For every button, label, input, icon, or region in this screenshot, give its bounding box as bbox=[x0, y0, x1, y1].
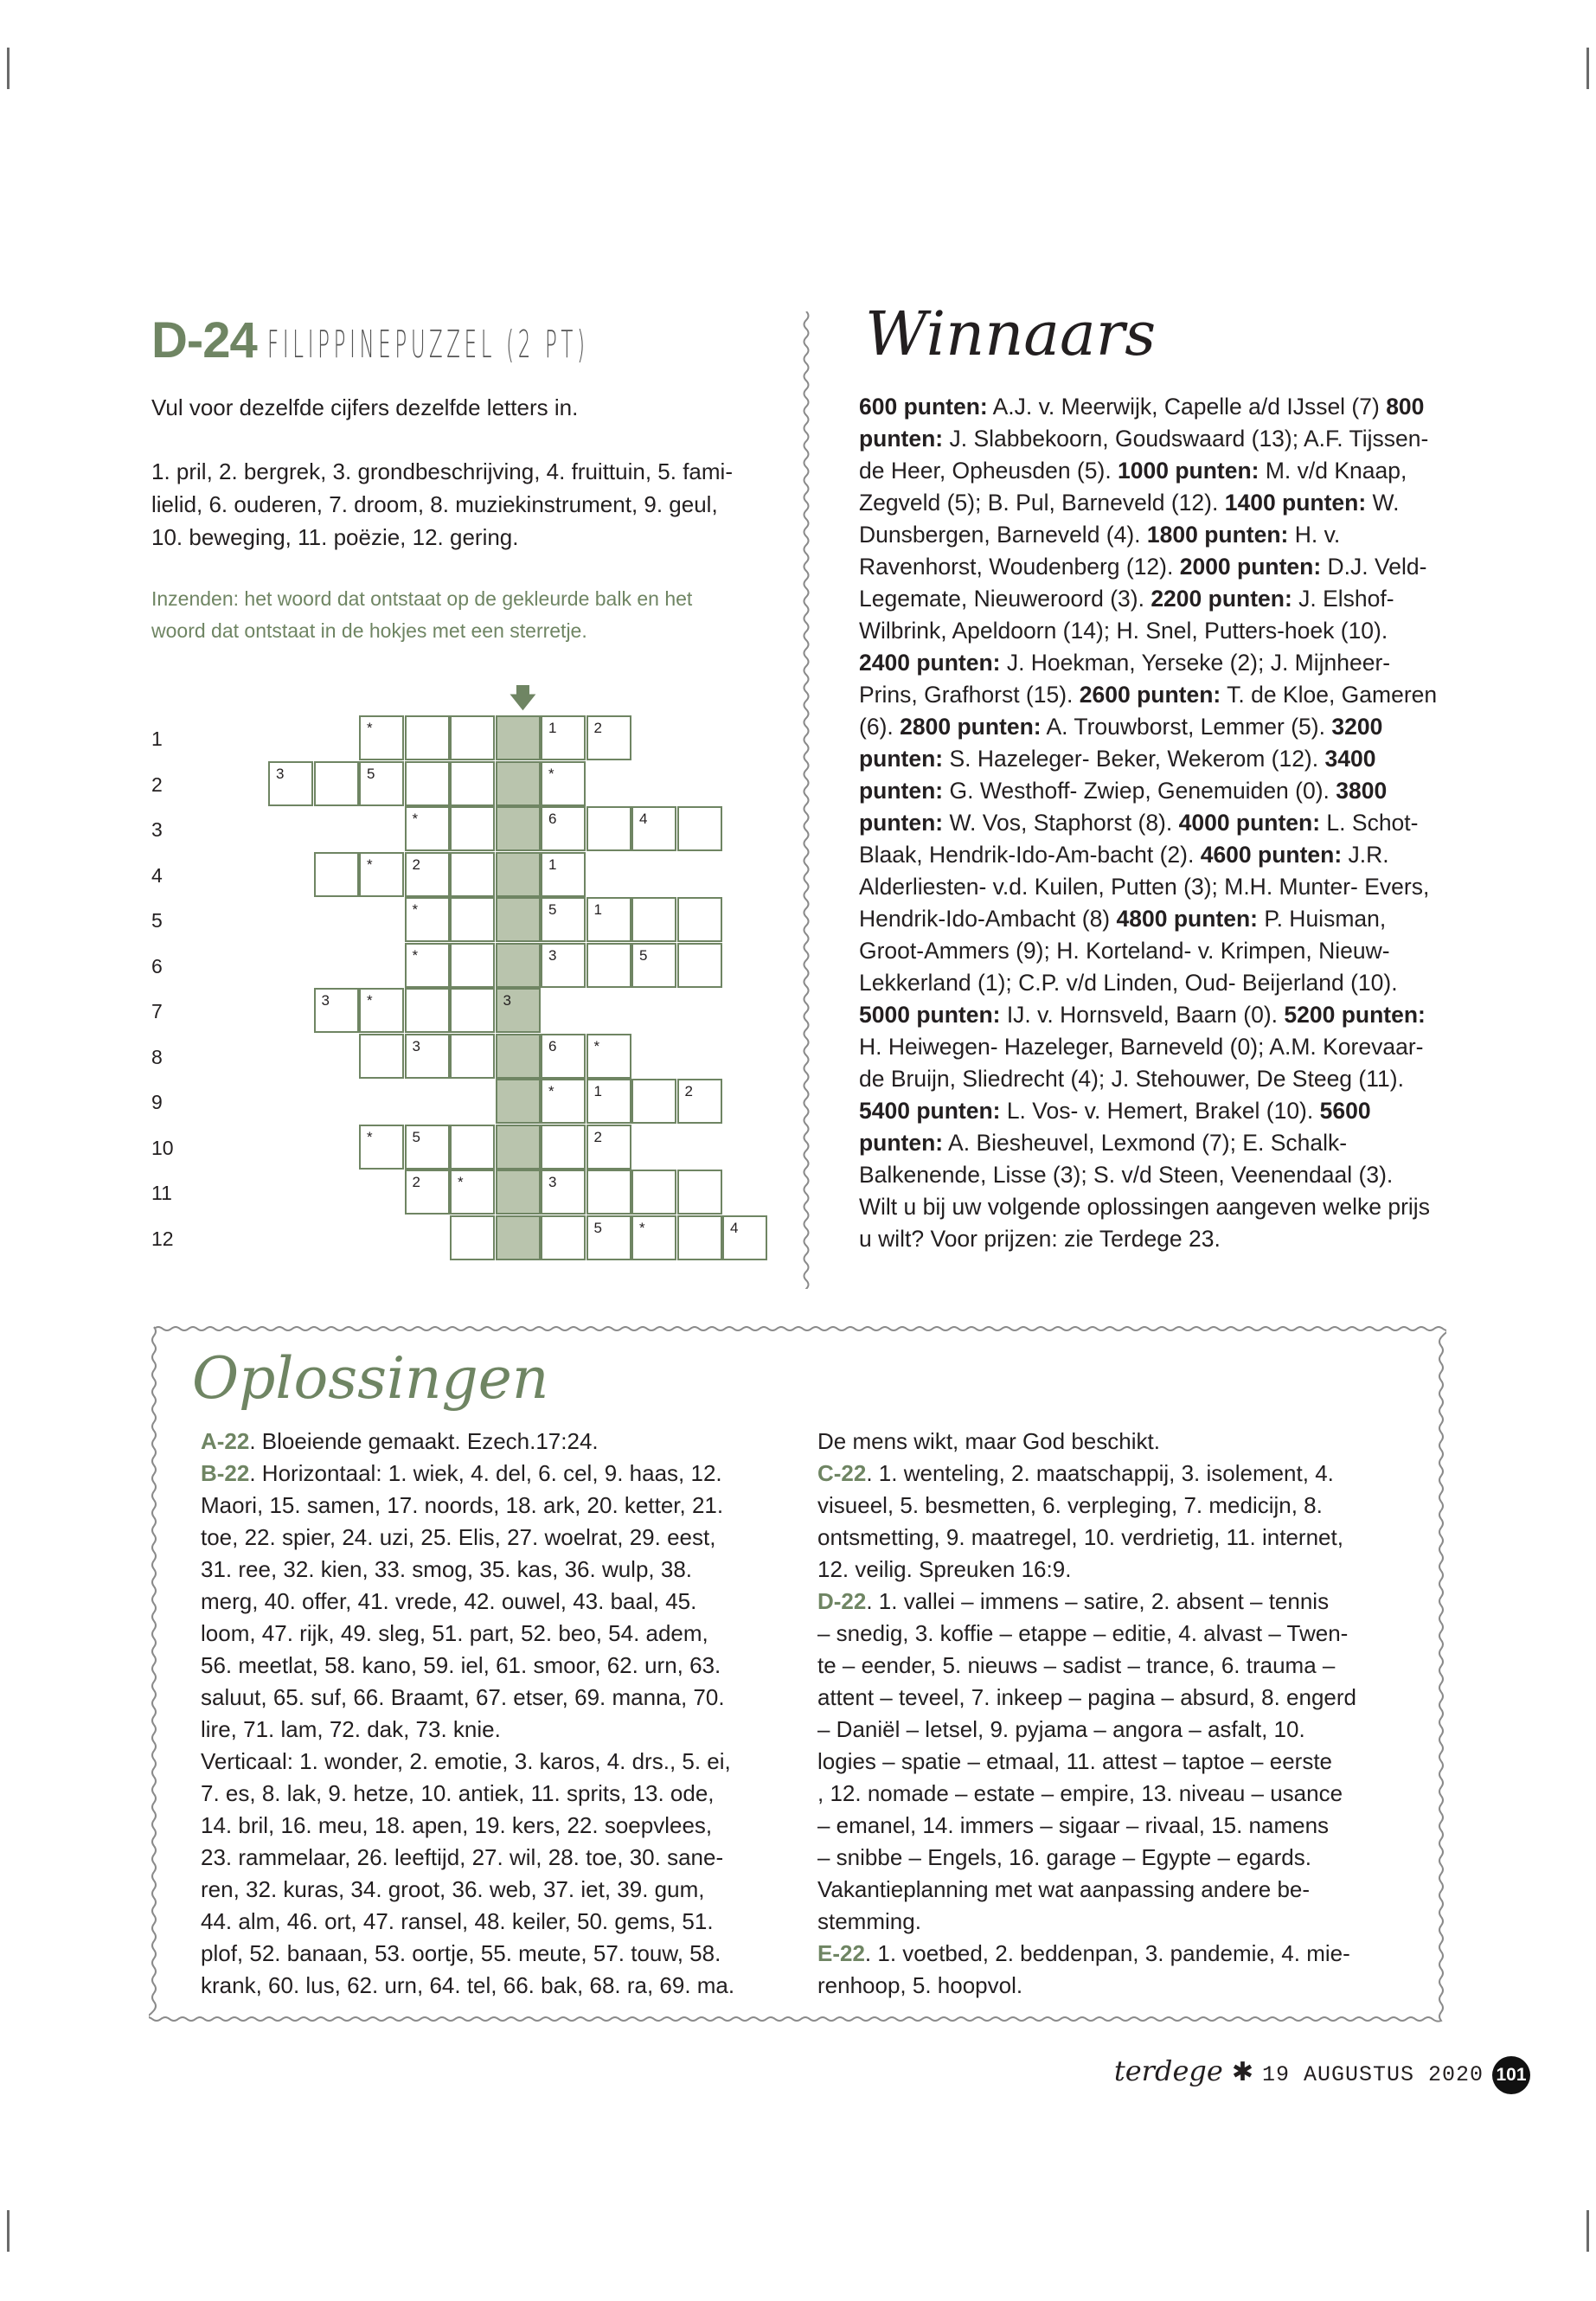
winners-closing: Wilt u bij uw volgende oplossingen aangeven welke prijs u wilt? Voor prijzen: zie Terdege 23. bbox=[859, 1194, 1430, 1252]
solution-line: – Daniël – letsel, 9. pyjama – angora – asfalt, 10. bbox=[817, 1716, 1305, 1742]
points-label: 2200 punten: bbox=[1151, 586, 1292, 612]
solution-line: D-22. 1. vallei – immens – satire, 2. absent – tennis bbox=[817, 1588, 1330, 1614]
issue-date: 19 AUGUSTUS 2020 bbox=[1261, 2062, 1484, 2087]
grid-cell[interactable] bbox=[722, 1215, 767, 1260]
grid-cell[interactable] bbox=[359, 715, 404, 760]
clue-line: 1. pril, 2. bergrek, 3. grondbeschrijving, 4. fruittuin, 5. fami- bbox=[151, 458, 733, 484]
winner-names: S. Hazeleger- Beker, Wekerom (12). bbox=[943, 746, 1325, 772]
puzzle-name: FILIPPINEPUZZEL (2 PT) bbox=[267, 323, 589, 367]
cell-marker: 1 bbox=[593, 1083, 602, 1099]
grid-cell-highlight[interactable] bbox=[496, 897, 541, 942]
solution-line: lire, 71. lam, 72. dak, 73. knie. bbox=[201, 1716, 501, 1742]
winners-list bbox=[859, 391, 1443, 1255]
winner-names: IJ. v. Hornsveld, Baarn (0). bbox=[1000, 1002, 1285, 1028]
points-label: 5000 punten: bbox=[859, 1002, 1001, 1028]
points-label: 1400 punten: bbox=[1224, 490, 1367, 516]
cell-marker: 2 bbox=[593, 720, 602, 736]
grid-cell[interactable] bbox=[405, 988, 450, 1033]
points-label: 2400 punten: bbox=[859, 650, 1001, 676]
points-label: 4600 punten: bbox=[1200, 842, 1343, 868]
cell-marker: * bbox=[412, 901, 419, 918]
grid-cell[interactable] bbox=[586, 897, 631, 942]
cell-marker: 2 bbox=[412, 856, 420, 873]
points-label: 2000 punten: bbox=[1179, 554, 1322, 580]
puzzle-heading bbox=[151, 311, 886, 381]
solution-line: logies – spatie – etmaal, 11. attest – taptoe – eerste bbox=[817, 1748, 1333, 1774]
grid-cell[interactable] bbox=[450, 1215, 495, 1260]
grid-cell[interactable] bbox=[450, 806, 495, 851]
row-number: 2 bbox=[151, 772, 163, 796]
grid-cell[interactable] bbox=[586, 1125, 631, 1170]
grid-cell[interactable] bbox=[586, 806, 631, 851]
cell-marker: * bbox=[367, 992, 373, 1009]
row-number: 1 bbox=[151, 727, 163, 750]
grid-cell[interactable] bbox=[314, 852, 359, 897]
grid-cell[interactable] bbox=[450, 1125, 495, 1170]
grid-cell[interactable] bbox=[586, 1170, 631, 1215]
grid-cell[interactable] bbox=[631, 1215, 676, 1260]
footer bbox=[1114, 2054, 1484, 2087]
grid-cell[interactable] bbox=[677, 897, 722, 942]
solution-line: attent – teveel, 7. inkeep – pagina – absurd, 8. engerd bbox=[817, 1684, 1357, 1710]
cell-marker: 5 bbox=[639, 946, 648, 964]
grid-cell[interactable] bbox=[405, 1034, 450, 1079]
cell-marker: 2 bbox=[684, 1083, 693, 1099]
grid-cell[interactable] bbox=[450, 852, 495, 897]
solution-line: 23. rammelaar, 26. leeftijd, 27. wil, 28. toe, 30. sane- bbox=[201, 1844, 724, 1870]
points-label: 600 punten: bbox=[859, 394, 988, 420]
grid-cell-highlight[interactable] bbox=[496, 1215, 541, 1260]
grid-cell[interactable] bbox=[405, 897, 450, 942]
solution-line: saluut, 65. suf, 66. Braamt, 67. etser, 69. manna, 70. bbox=[201, 1684, 725, 1710]
solution-label: D-22 bbox=[817, 1588, 867, 1614]
solution-label: A-22 bbox=[201, 1428, 250, 1454]
grid-cell[interactable] bbox=[677, 1170, 722, 1215]
grid-cell[interactable] bbox=[541, 1215, 586, 1260]
solution-line: merg, 40. offer, 41. vrede, 42. ouwel, 43. baal, 45. bbox=[201, 1588, 697, 1614]
winner-names: A. Biesheuvel, Lexmond (7); E. Schalk- Balkenende, Lisse (3); S. v/d Steen, Veenendaal (3). bbox=[859, 1130, 1394, 1188]
winner-names: T. de Kloe, Gameren (6). bbox=[859, 682, 1438, 740]
solution-line: – snedig, 3. koffie – etappe – editie, 4. alvast – Twen- bbox=[817, 1620, 1349, 1646]
cell-marker: * bbox=[367, 856, 373, 873]
solution-line: toe, 22. spier, 24. uzi, 25. Elis, 27. woelrat, 29. eest, bbox=[201, 1524, 716, 1550]
solution-line: loom, 47. rijk, 49. sleg, 51. part, 52. beo, 54. adem, bbox=[201, 1620, 708, 1646]
grid-cell[interactable] bbox=[450, 1034, 495, 1079]
solutions-column-left bbox=[201, 1426, 789, 2002]
grid-cell[interactable] bbox=[541, 806, 586, 851]
cell-marker: 6 bbox=[548, 811, 557, 827]
points-label: 2600 punten: bbox=[1079, 682, 1221, 708]
grid-cell[interactable] bbox=[541, 1125, 586, 1170]
row-number: 8 bbox=[151, 1045, 163, 1068]
row-number: 6 bbox=[151, 954, 163, 977]
grid-cell[interactable] bbox=[359, 1125, 404, 1170]
cell-marker: 1 bbox=[593, 901, 602, 918]
solution-line: 44. alm, 46. ort, 47. ransel, 48. keiler, 50. gems, 51. bbox=[201, 1908, 714, 1934]
grid-cell[interactable] bbox=[450, 715, 495, 760]
grid-cell[interactable] bbox=[541, 1034, 586, 1079]
winner-names: A.J. v. Meerwijk, Capelle a/d IJssel (7) bbox=[987, 394, 1387, 420]
clue-line: lielid, 6. ouderen, 7. droom, 8. muziekinstrument, 9. geul, bbox=[151, 491, 718, 517]
solution-line: E-22. 1. voetbed, 2. beddenpan, 3. pandemie, 4. mie- bbox=[817, 1940, 1350, 1966]
points-label: 4000 punten: bbox=[1178, 810, 1321, 836]
grid-cell[interactable] bbox=[405, 943, 450, 988]
grid-cell-highlight[interactable] bbox=[496, 1170, 541, 1215]
puzzle-clues bbox=[151, 455, 792, 554]
solution-line: visueel, 5. besmetten, 6. verpleging, 7. medicijn, 8. bbox=[817, 1492, 1323, 1518]
grid-cell[interactable] bbox=[677, 943, 722, 988]
cell-marker: 2 bbox=[593, 1128, 602, 1145]
points-label: 800 punten: bbox=[859, 394, 1425, 452]
grid-cell[interactable] bbox=[631, 806, 676, 851]
cell-marker: * bbox=[639, 1219, 645, 1236]
cell-marker: 3 bbox=[503, 992, 511, 1009]
winners-title: Winnaars bbox=[865, 298, 1157, 369]
grid-cell[interactable] bbox=[631, 897, 676, 942]
winner-names: J.R. Alderliesten- v.d. Kuilen, Putten (3); M.H. Munter- Evers, Hendrik-Ido-Ambacht (8) bbox=[859, 842, 1430, 932]
grid-cell-highlight[interactable] bbox=[496, 943, 541, 988]
winner-names: H. Heiwegen- Hazeleger, Barneveld (0); A.M. Korevaar- de Bruijn, Sliedrecht (4); J. Stehouwer, De Steeg (11). bbox=[859, 1034, 1424, 1092]
cell-marker: 6 bbox=[548, 1037, 557, 1054]
grid-cell-highlight[interactable] bbox=[496, 1079, 541, 1124]
grid-cell[interactable] bbox=[586, 1079, 631, 1124]
puzzle-code: D-24 bbox=[151, 312, 257, 369]
cell-marker: 2 bbox=[412, 1174, 420, 1190]
cell-marker: 5 bbox=[412, 1128, 420, 1145]
points-label: 2800 punten: bbox=[900, 714, 1042, 740]
wavy-divider bbox=[800, 311, 812, 1289]
solution-line: B-22. Horizontaal: 1. wiek, 4. del, 6. cel, 9. haas, 12. bbox=[201, 1460, 722, 1486]
points-label: 3400 punten: bbox=[859, 746, 1376, 804]
solution-label: C-22 bbox=[817, 1460, 867, 1486]
cell-marker: 3 bbox=[412, 1037, 420, 1054]
winner-names: W. Dunsbergen, Barneveld (4). bbox=[859, 490, 1400, 548]
winner-names: H. v. Ravenhorst, Woudenberg (12). bbox=[859, 522, 1341, 580]
grid-cell-highlight[interactable] bbox=[496, 1125, 541, 1170]
points-label: 3800 punten: bbox=[859, 778, 1388, 836]
solution-label: B-22 bbox=[201, 1460, 250, 1486]
grid-cell[interactable] bbox=[405, 852, 450, 897]
cell-marker: * bbox=[548, 765, 554, 782]
row-number: 9 bbox=[151, 1091, 163, 1113]
grid-cell[interactable] bbox=[586, 1215, 631, 1260]
grid-cell[interactable] bbox=[359, 852, 404, 897]
row-number: 12 bbox=[151, 1227, 174, 1250]
row-number: 3 bbox=[151, 818, 163, 841]
solution-line: krank, 60. lus, 62. urn, 64. tel, 66. bak, 68. ra, 69. ma. bbox=[201, 1972, 735, 1998]
star-icon: ✱ bbox=[1231, 2058, 1253, 2086]
grid-cell-highlight[interactable] bbox=[496, 715, 541, 760]
grid-cell[interactable] bbox=[541, 1079, 586, 1124]
solution-c bbox=[817, 1458, 1406, 1586]
winner-names: W. Vos, Staphorst (8). bbox=[943, 810, 1179, 836]
cell-marker: * bbox=[367, 720, 373, 736]
solutions-column-right bbox=[817, 1426, 1406, 2002]
cell-marker: 4 bbox=[639, 811, 648, 827]
solution-line: stemming. bbox=[817, 1908, 921, 1934]
solution-line: Verticaal: 1. wonder, 2. emotie, 3. karos, 4. drs., 5. ei, bbox=[201, 1748, 731, 1774]
grid-cell[interactable] bbox=[405, 1170, 450, 1215]
cell-marker: 3 bbox=[548, 1174, 557, 1190]
cell-marker: 4 bbox=[730, 1219, 739, 1236]
cell-marker: 1 bbox=[548, 720, 557, 736]
grid-cell[interactable] bbox=[586, 1034, 631, 1079]
page-number: 101 bbox=[1492, 2056, 1530, 2094]
grid-cell[interactable] bbox=[631, 943, 676, 988]
arrow-down-icon: 🡇 bbox=[510, 684, 536, 713]
submission-note bbox=[151, 583, 792, 647]
grid-cell[interactable] bbox=[314, 988, 359, 1033]
solution-line: plof, 52. banaan, 53. oortje, 55. meute, 57. touw, 58. bbox=[201, 1940, 721, 1966]
points-label: 4800 punten: bbox=[1116, 906, 1258, 932]
grid-cell-highlight[interactable] bbox=[496, 1034, 541, 1079]
grid-cell[interactable] bbox=[677, 1215, 722, 1260]
row-number: 10 bbox=[151, 1136, 174, 1159]
grid-cell[interactable] bbox=[586, 943, 631, 988]
grid-cell[interactable] bbox=[541, 852, 586, 897]
solution-line: , 12. nomade – estate – empire, 13. niveau – usance bbox=[817, 1780, 1343, 1806]
cell-marker: * bbox=[593, 1037, 600, 1054]
grid-cell[interactable] bbox=[541, 1170, 586, 1215]
winner-names: D.J. Veld- Legemate, Nieuweroord (3). bbox=[859, 554, 1427, 612]
winner-names: J. Elshof- Wilbrink, Apeldoorn (14); H. Snel, Putters-hoek (10). bbox=[859, 586, 1394, 644]
row-number: 11 bbox=[151, 1182, 172, 1204]
grid-cell[interactable] bbox=[450, 943, 495, 988]
solution-b bbox=[201, 1458, 789, 2002]
solution-line: – snibbe – Engels, 16. garage – Egypte – egards. bbox=[817, 1844, 1311, 1870]
grid-cell-highlight[interactable] bbox=[496, 806, 541, 851]
grid-cell[interactable] bbox=[677, 1079, 722, 1124]
crop-mark bbox=[7, 48, 10, 89]
cell-marker: 5 bbox=[593, 1219, 602, 1236]
grid-cell-highlight[interactable] bbox=[496, 852, 541, 897]
row-number: 5 bbox=[151, 909, 163, 932]
cell-marker: * bbox=[412, 811, 419, 827]
winner-names: G. Westhoff- Zwiep, Genemuiden (0). bbox=[943, 778, 1336, 804]
grid-cell[interactable] bbox=[541, 761, 586, 806]
points-label: 1800 punten: bbox=[1146, 522, 1289, 548]
crop-mark bbox=[1586, 2210, 1589, 2252]
grid-cell[interactable] bbox=[314, 761, 359, 806]
grid-cell[interactable] bbox=[541, 943, 586, 988]
grid-cell[interactable] bbox=[631, 1079, 676, 1124]
note-line: Inzenden: het woord dat ontstaat op de gekleurde balk en het bbox=[151, 587, 693, 610]
puzzle-instruction: Vul voor dezelfde cijfers dezelfde letters in. bbox=[151, 394, 579, 420]
solutions-title: Oplossingen bbox=[192, 1345, 549, 1412]
grid-cell[interactable] bbox=[677, 806, 722, 851]
solution-line: 7. es, 8. lak, 9. hetze, 10. antiek, 11. sprits, 13. ode, bbox=[201, 1780, 715, 1806]
solution-d bbox=[817, 1586, 1406, 1938]
solution-line: C-22. 1. wenteling, 2. maatschappij, 3. isolement, 4. bbox=[817, 1460, 1334, 1486]
solution-a: A-22. Bloeiende gemaakt. Ezech.17:24. bbox=[201, 1428, 599, 1454]
row-number: 4 bbox=[151, 863, 163, 887]
solution-line: ren, 32. kuras, 34. groot, 36. web, 37. iet, 39. gum, bbox=[201, 1876, 705, 1902]
points-label: 3200 punten: bbox=[859, 714, 1383, 772]
solution-line: 12. veilig. Spreuken 16:9. bbox=[817, 1556, 1072, 1582]
cell-marker: 5 bbox=[548, 901, 557, 918]
solution-line: te – eender, 5. nieuws – sadist – trance, 6. trauma – bbox=[817, 1652, 1336, 1678]
solution-line: Vakantieplanning met wat aanpassing andere be- bbox=[817, 1876, 1311, 1902]
winner-names: J. Slabbekoorn, Goudswaard (13); A.F. Tijssen- de Heer, Opheusden (5). bbox=[859, 426, 1429, 484]
solution-line: 31. ree, 32. kien, 33. smog, 35. kas, 36. wulp, 38. bbox=[201, 1556, 693, 1582]
row-number: 7 bbox=[151, 1000, 163, 1022]
grid-cell[interactable] bbox=[541, 715, 586, 760]
grid-cell[interactable] bbox=[359, 1034, 404, 1079]
winner-names: L. Vos- v. Hemert, Brakel (10). bbox=[1000, 1098, 1320, 1124]
cell-marker: * bbox=[458, 1174, 464, 1190]
grid-cell[interactable] bbox=[405, 715, 450, 760]
solution-line: 14. bril, 16. meu, 18. apen, 19. kers, 22. soepvlees, bbox=[201, 1812, 713, 1838]
cell-marker: 5 bbox=[367, 765, 375, 782]
winner-names: M. v/d Knaap, Zegveld (5); B. Pul, Barneveld (12). bbox=[859, 458, 1407, 516]
grid-cell[interactable] bbox=[541, 897, 586, 942]
solution-line: renhoop, 5. hoopvol. bbox=[817, 1972, 1023, 1998]
grid-cell-highlight[interactable] bbox=[496, 761, 541, 806]
points-label: 5600 punten: bbox=[859, 1098, 1371, 1156]
winner-names: L. Schot- Blaak, Hendrik-Ido-Am-bacht (2). bbox=[859, 810, 1419, 868]
points-label: 1000 punten: bbox=[1118, 458, 1259, 484]
solution-line: ontsmetting, 9. maatregel, 10. verdrietig, 11. internet, bbox=[817, 1524, 1343, 1550]
grid-cell[interactable] bbox=[586, 715, 631, 760]
solution-line: Maori, 15. samen, 17. noords, 18. ark, 20. ketter, 21. bbox=[201, 1492, 724, 1518]
grid-cell[interactable] bbox=[450, 988, 495, 1033]
grid-cell-highlight[interactable] bbox=[496, 988, 541, 1033]
winner-names: A. Trouwborst, Lemmer (5). bbox=[1041, 714, 1332, 740]
cell-marker: 1 bbox=[548, 856, 557, 873]
cell-marker: 3 bbox=[548, 946, 557, 964]
cell-marker: * bbox=[367, 1128, 373, 1145]
points-label: 5400 punten: bbox=[859, 1098, 1001, 1124]
cell-marker: * bbox=[412, 946, 419, 964]
solution-label: E-22 bbox=[817, 1940, 865, 1966]
solution-line: 56. meetlat, 58. kano, 59. iel, 61. smoor, 62. urn, 63. bbox=[201, 1652, 721, 1678]
solution-line: – emanel, 14. immers – sigaar – rivaal, 15. namens bbox=[817, 1812, 1330, 1838]
brand-logo: terdege bbox=[1113, 2054, 1223, 2087]
grid-cell[interactable] bbox=[405, 806, 450, 851]
cell-marker: 3 bbox=[321, 992, 330, 1009]
cell-marker: * bbox=[548, 1083, 554, 1099]
grid-cell[interactable] bbox=[405, 1125, 450, 1170]
winner-names: J. Hoekman, Yerseke (2); J. Mijnheer- Prins, Grafhorst (15). bbox=[859, 650, 1391, 708]
cell-marker: 3 bbox=[276, 765, 285, 782]
grid-cell[interactable] bbox=[359, 988, 404, 1033]
grid-cell[interactable] bbox=[359, 761, 404, 806]
grid-cell[interactable] bbox=[450, 1170, 495, 1215]
clue-line: 10. beweging, 11. poëzie, 12. gering. bbox=[151, 524, 519, 550]
crop-mark bbox=[1586, 48, 1589, 89]
points-label: 5200 punten: bbox=[1284, 1002, 1426, 1028]
grid-cell[interactable] bbox=[631, 1170, 676, 1215]
crop-mark bbox=[7, 2210, 10, 2252]
grid-cell[interactable] bbox=[450, 761, 495, 806]
winner-names: P. Huisman, Groot-Ammers (9); H. Korteland- v. Krimpen, Nieuw-Lekkerland (1); C.P. v/d Linden, Oud- Beijerland (10). bbox=[859, 906, 1398, 996]
solution-b-continued: De mens wikt, maar God beschikt. bbox=[817, 1428, 1160, 1454]
grid-cell[interactable] bbox=[268, 761, 313, 806]
grid-cell[interactable] bbox=[450, 897, 495, 942]
solution-e bbox=[817, 1938, 1406, 2002]
note-line: woord dat ontstaat in de hokjes met een sterretje. bbox=[151, 619, 587, 642]
grid-cell[interactable] bbox=[405, 761, 450, 806]
